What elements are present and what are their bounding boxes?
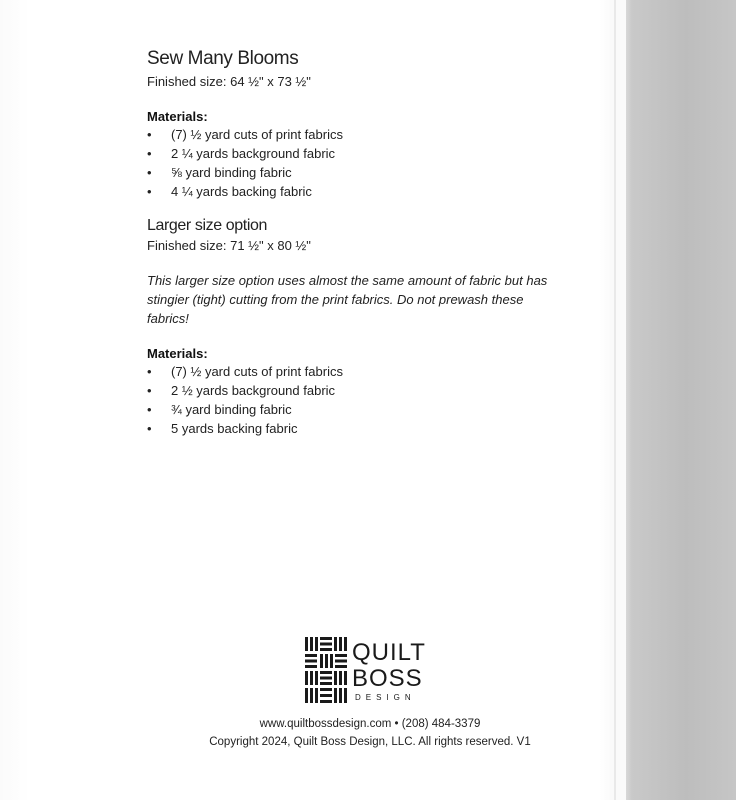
material-text: (7) ½ yard cuts of print fabrics <box>171 127 343 142</box>
quilt-boss-logo <box>305 637 435 703</box>
larger-finished-size: Finished size: 71 ½" x 80 ½" <box>147 238 311 253</box>
larger-materials-heading: Materials: <box>147 346 208 361</box>
bullet-marker: • <box>147 402 152 417</box>
pattern-content <box>147 48 587 438</box>
quilt-block-logo-icon <box>305 637 347 703</box>
bullet-marker: • <box>147 165 152 180</box>
list-item <box>147 163 587 182</box>
larger-materials-list <box>147 362 587 438</box>
larger-size-title: Larger size option <box>147 217 267 234</box>
list-item <box>147 125 587 144</box>
list-item <box>147 400 587 419</box>
footer-contact: www.quiltbossdesign.com • (208) 484-3379 <box>259 718 481 730</box>
material-text: (7) ½ yard cuts of print fabrics <box>171 364 343 379</box>
bullet-marker: • <box>147 146 152 161</box>
material-text: 2 ¼ yards background fabric <box>171 146 336 161</box>
bullet-marker: • <box>147 184 152 199</box>
material-text: ¾ yard binding fabric <box>171 402 292 417</box>
material-text: 2 ½ yards background fabric <box>171 383 336 398</box>
pattern-title: Sew Many Blooms <box>147 48 299 69</box>
bullet-marker: • <box>147 127 152 142</box>
logo-word-boss: BOSS <box>352 665 423 692</box>
list-item <box>147 182 587 201</box>
materials-heading: Materials: <box>147 109 208 124</box>
material-text: 5 yards backing fabric <box>171 421 298 436</box>
scan-background <box>626 0 736 800</box>
finished-size: Finished size: 64 ½" x 73 ½" <box>147 74 311 89</box>
page-edge-line <box>614 0 616 800</box>
logo-word-quilt: QUILT <box>352 639 426 666</box>
material-text: ⅝ yard binding fabric <box>171 165 292 180</box>
materials-list <box>147 125 587 201</box>
footer-copyright: Copyright 2024, Quilt Boss Design, LLC. All rights reserved. V1 <box>209 736 531 748</box>
bullet-marker: • <box>147 383 152 398</box>
material-text: 4 ¼ yards backing fabric <box>171 184 312 199</box>
logo-word-design: DESIGN <box>355 693 416 702</box>
larger-size-note: This larger size option uses almost the same amount of fabric but has stingier (tight) cutting from the print fabrics. Do not prewash these fabrics! <box>147 273 548 326</box>
list-item <box>147 381 587 400</box>
list-item <box>147 362 587 381</box>
bullet-marker: • <box>147 364 152 379</box>
bullet-marker: • <box>147 421 152 436</box>
list-item <box>147 419 587 438</box>
list-item <box>147 144 587 163</box>
